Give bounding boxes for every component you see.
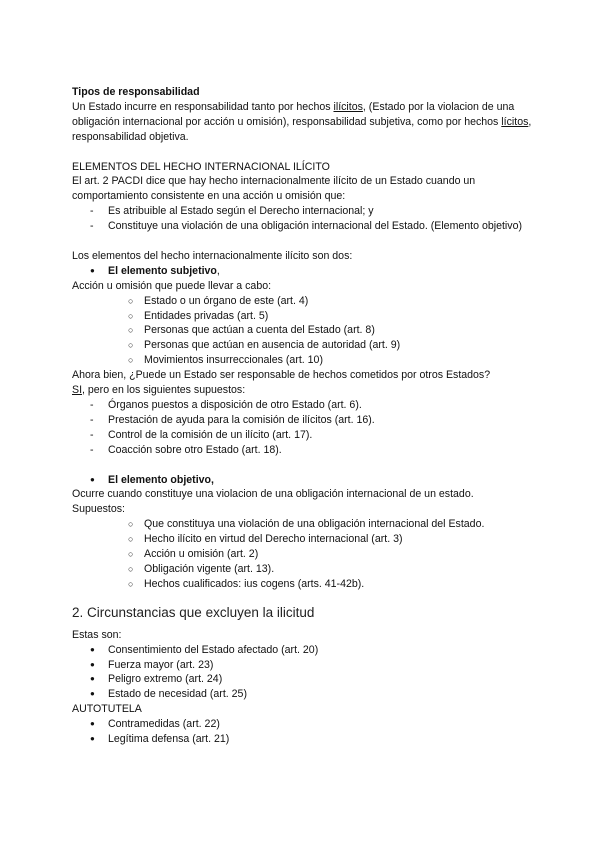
objetivo-text: Ocurre cuando constituye una violacion de una obligación internacional de un estado. <box>72 488 474 501</box>
list-item: ○ Movimientos insurreccionales (art. 10) <box>72 353 532 368</box>
subjetivo-bullet <box>72 264 532 279</box>
circunstancias-intro: Estas son: <box>72 628 122 641</box>
list-item: ● Fuerza mayor (art. 23) <box>72 658 532 673</box>
subjetivo-accion: Acción u omisión que puede llevar a cabo: <box>72 279 272 292</box>
autotutela-heading: AUTOTUTELA <box>72 703 142 716</box>
subjetivo-label: El elemento subjetivo <box>108 264 217 277</box>
list-item: ● Consentimiento del Estado afectado (art. 20) <box>72 643 532 658</box>
objetivo-items <box>72 517 532 592</box>
objetivo-bullet <box>72 473 532 488</box>
list-item: ○ Estado o un órgano de este (art. 4) <box>72 294 532 309</box>
list-item: - Control de la comisión de un ilícito (art. 17). <box>72 428 532 443</box>
list-item: - Coacción sobre otro Estado (art. 18). <box>72 443 532 458</box>
subjetivo-supuestos <box>72 398 532 458</box>
list-item: ○ Personas que actúan a cuenta del Estado (art. 8) <box>72 323 532 338</box>
subjetivo-comma: , <box>216 264 220 277</box>
list-item: ● Contramedidas (art. 22) <box>72 717 532 732</box>
list-item: ○ Obligación vigente (art. 13). <box>72 562 532 577</box>
list-item: ● Peligro extremo (art. 24) <box>72 672 532 687</box>
list-item: ○ Entidades privadas (art. 5) <box>72 309 532 324</box>
tipos-licitos: lícitos <box>501 115 529 128</box>
list-item: ● Estado de necesidad (art. 25) <box>72 687 532 702</box>
list-item: - Órganos puestos a disposición de otro Estado (art. 6). <box>72 398 532 413</box>
objetivo-label: ● El elemento objetivo, <box>72 473 532 488</box>
list-item: - Es atribuible al Estado según el Derecho internacional; y <box>72 204 532 219</box>
tipos-title: Tipos de responsabilidad <box>72 86 200 98</box>
list-item: ○ Acción u omisión (art. 2) <box>72 547 532 562</box>
list-item: ○ Personas que actúan en ausencia de autoridad (art. 9) <box>72 338 532 353</box>
tipos-text-2: , (Estado por la violacion de una obligación internacional por acción u omisión), responsabilidad subjetiva, como por hechos <box>72 100 515 128</box>
circunstancias-items <box>72 643 532 703</box>
elementos-conditions <box>72 204 532 234</box>
tipos-paragraph <box>72 100 532 145</box>
list-item: ○ Hechos cualificados: ius cogens (arts. 41-42b). <box>72 577 532 592</box>
subjetivo-items <box>72 294 532 369</box>
subjetivo-si: SI <box>72 384 83 397</box>
tipos-text-3: , responsabilidad objetiva. <box>72 115 532 143</box>
subjetivo-si-rest: , pero en los siguientes supuestos: <box>82 384 246 397</box>
list-item: ● Legítima defensa (art. 21) <box>72 732 532 747</box>
autotutela-items <box>72 717 532 747</box>
subjetivo-question: Ahora bien, ¿Puede un Estado ser responsable de hechos cometidos por otros Estados? <box>72 369 491 382</box>
elementos-heading: ELEMENTOS DEL HECHO INTERNACIONAL ILÍCITO <box>72 160 330 173</box>
elementos-list-intro: Los elementos del hecho internacionalmente ilícito son dos: <box>72 249 353 262</box>
list-item: - Prestación de ayuda para la comisión de ilícitos (art. 16). <box>72 413 532 428</box>
elementos-intro: El art. 2 PACDI dice que hay hecho internacionalmente ilícito de un Estado cuando un comportamiento consistente en una acción u omisión que: <box>72 175 476 203</box>
document-content <box>72 85 532 747</box>
tipos-ilicitos: ilícitos <box>333 100 363 113</box>
list-item: ○ Hecho ilícito en virtud del Derecho internacional (art. 3) <box>72 532 532 547</box>
objetivo-supuestos-label: Supuestos: <box>72 503 126 516</box>
list-item: - Constituye una violación de una obligación internacional del Estado. (Elemento objetivo) <box>72 219 532 234</box>
subjetivo-si-line <box>72 383 532 398</box>
circunstancias-heading: 2. Circunstancias que excluyen la ilicitud <box>72 604 315 620</box>
list-item <box>72 264 532 279</box>
list-item: ○ Que constituya una violación de una obligación internacional del Estado. <box>72 517 532 532</box>
tipos-text-1: Un Estado incurre en responsabilidad tanto por hechos <box>72 100 334 113</box>
